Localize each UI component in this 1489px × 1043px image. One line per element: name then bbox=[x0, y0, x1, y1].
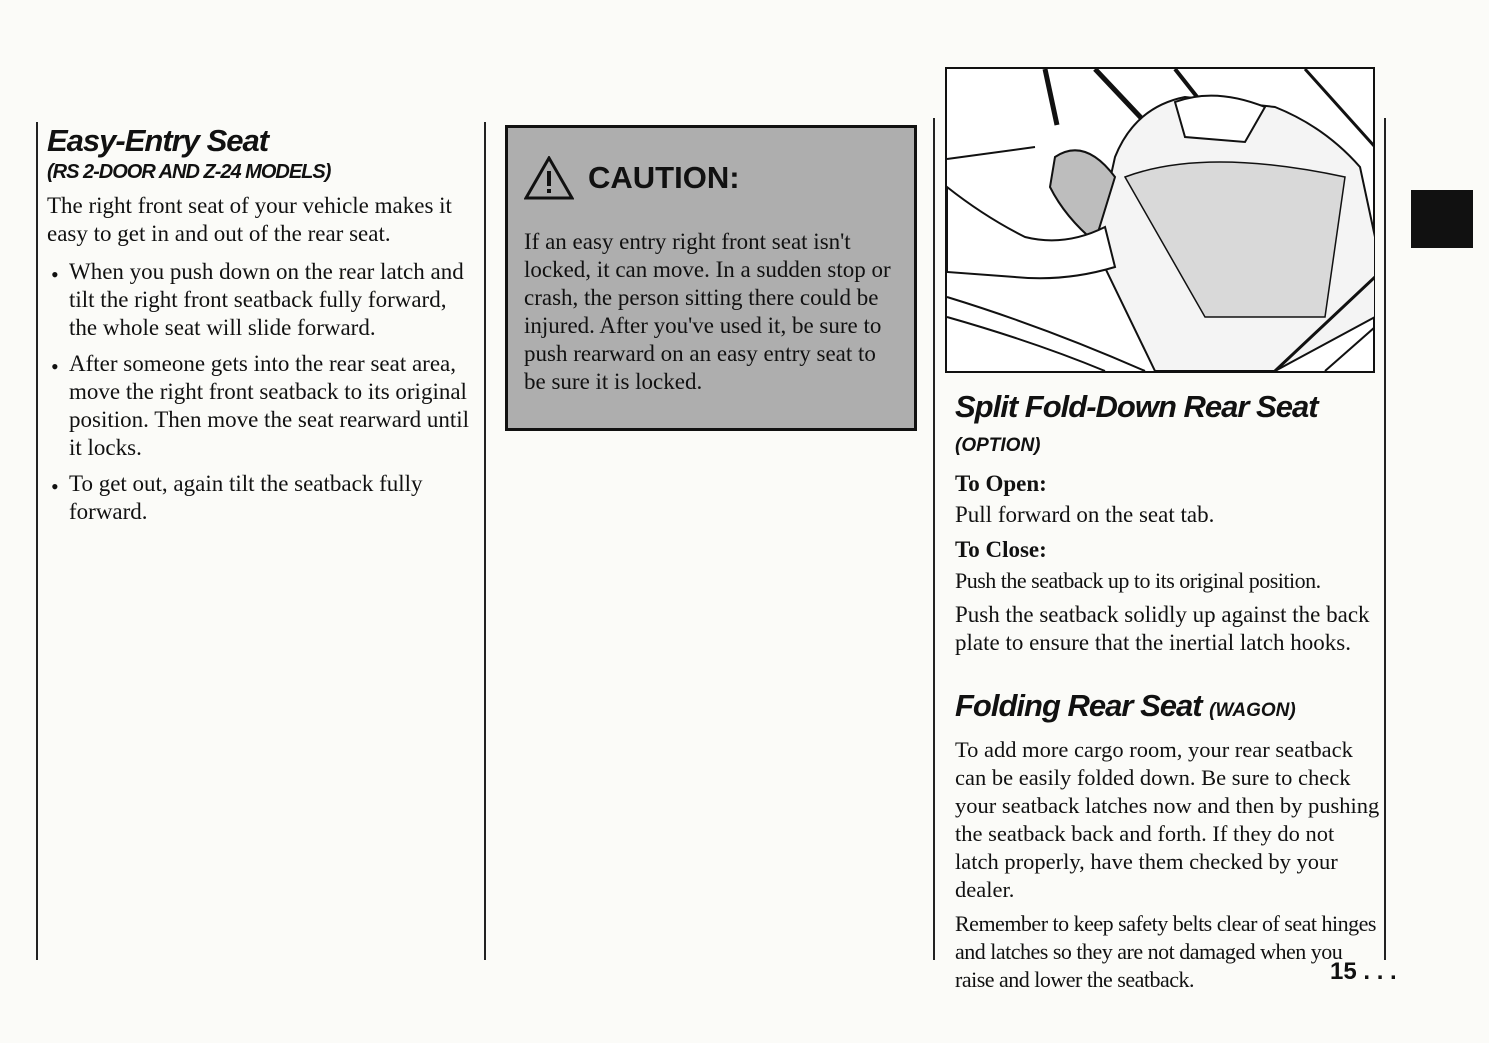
folding-rear-title-text: Folding Rear Seat bbox=[955, 688, 1202, 723]
page-number: 15 . . . bbox=[1330, 958, 1397, 985]
bullet-text: After someone gets into the rear seat area, move the right front seatback to its original position. Then move the seat rearward until it locks. bbox=[69, 351, 470, 460]
chapter-tab-marker bbox=[1411, 190, 1473, 248]
column-rule-edge bbox=[1384, 118, 1386, 960]
column-rule-left bbox=[36, 122, 38, 960]
split-fold-title-text: Split Fold-Down Rear Seat bbox=[955, 389, 1318, 424]
to-open-text: Pull forward on the seat tab. bbox=[955, 502, 1215, 527]
easy-entry-intro: The right front seat of your vehicle makes it easy to get in and out of the rear seat. bbox=[47, 193, 452, 246]
easy-entry-title: Easy-Entry Seat bbox=[47, 123, 269, 158]
to-close-text-2: Push the seatback solidly up against the back plate to ensure that the inertial latch hooks. bbox=[955, 602, 1370, 655]
to-close-text-1: Push the seatback up to its original position. bbox=[955, 568, 1321, 593]
bullet-text: To get out, again tilt the seatback fully forward. bbox=[69, 471, 423, 524]
caution-text: If an easy entry right front seat isn't locked, it can move. In a sudden stop or crash, the person sitting there could be injured. After you've used it, be sure to push rearward on an easy entry seat to be sure it is locked. bbox=[524, 229, 891, 394]
bullet-icon: • bbox=[51, 262, 59, 287]
caution-header bbox=[524, 128, 902, 228]
folding-rear-title bbox=[955, 689, 1380, 728]
column-rule-right bbox=[933, 118, 935, 960]
warning-triangle-icon bbox=[524, 156, 574, 200]
split-fold-option: (OPTION) bbox=[955, 435, 1041, 456]
easy-entry-section bbox=[47, 124, 475, 534]
bullet-text: When you push down on the rear latch and tilt the right front seatback fully forward, the whole seat will slide forward. bbox=[69, 259, 464, 340]
list-item bbox=[47, 470, 475, 526]
column-rule-middle bbox=[484, 122, 486, 960]
bullet-icon: • bbox=[51, 474, 59, 499]
to-open-label: To Open: bbox=[955, 471, 1047, 496]
caution-title: CAUTION: bbox=[588, 160, 740, 195]
list-item bbox=[47, 350, 475, 462]
folding-rear-text-1: To add more cargo room, your rear seatback can be easily folded down. Be sure to check your seatback latches now and then by pushing the seatback back and forth. If they do not latch properly, have them checked by your dealer. bbox=[955, 737, 1380, 902]
rear-seat-illustration bbox=[945, 67, 1375, 373]
folding-rear-text-2: Remember to keep safety belts clear of seat hinges and latches so they are not damaged when you raise and lower the seatback. bbox=[955, 911, 1376, 992]
easy-entry-bullets bbox=[47, 258, 475, 526]
split-fold-title bbox=[955, 390, 1380, 463]
bullet-icon: • bbox=[51, 354, 59, 379]
folding-rear-option: (WAGON) bbox=[1209, 700, 1296, 721]
list-item bbox=[47, 258, 475, 342]
caution-box bbox=[505, 125, 917, 431]
split-fold-section bbox=[955, 390, 1380, 994]
easy-entry-subtitle: (RS 2-DOOR AND Z-24 MODELS) bbox=[47, 161, 331, 183]
to-close-label: To Close: bbox=[955, 537, 1047, 562]
